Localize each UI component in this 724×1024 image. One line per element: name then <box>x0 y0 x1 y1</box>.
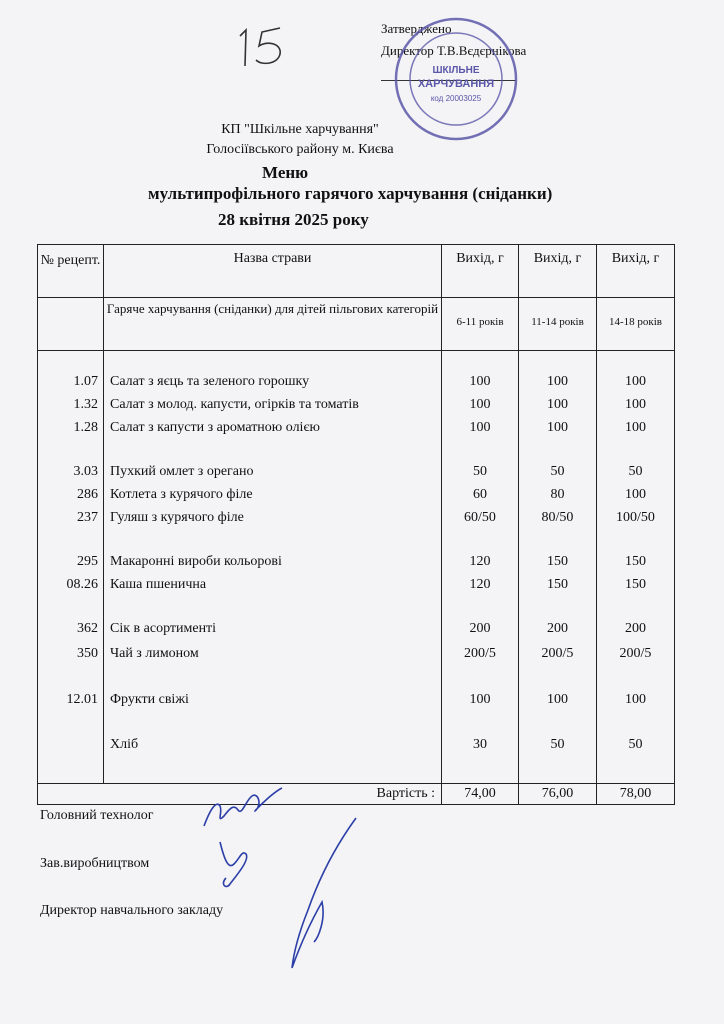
header-dish-name: Назва страви <box>104 245 442 298</box>
output-1-column <box>442 351 519 784</box>
total-1: 74,00 <box>442 784 519 805</box>
age-group-2: 11-14 років <box>519 298 597 351</box>
menu-item-v1: 100 <box>469 692 491 707</box>
menu-item-code: 1.07 <box>73 374 98 389</box>
header-output-1: Вихід, г <box>442 245 519 298</box>
menu-item-v1: 100 <box>469 397 491 412</box>
menu-item-code: 286 <box>77 487 98 502</box>
menu-table <box>37 244 675 805</box>
menu-item-v2: 100 <box>547 374 568 389</box>
menu-item-code: 3.03 <box>73 464 98 479</box>
menu-item-name: Салат з молод. капусти, огірків та томатів <box>110 397 359 412</box>
dish-name-column <box>104 351 442 784</box>
handwritten-signatures <box>190 780 390 980</box>
signature-technologist: Головний технолог <box>40 808 154 823</box>
category-empty-cell <box>38 298 104 351</box>
handwritten-page-number <box>232 22 302 72</box>
menu-item-v1: 60 <box>473 487 487 502</box>
menu-item-v3: 100 <box>625 374 646 389</box>
menu-item-v2: 150 <box>547 577 568 592</box>
category-row <box>38 298 675 351</box>
menu-item-v2: 50 <box>550 464 565 479</box>
menu-item-v3: 100/50 <box>616 510 655 525</box>
menu-item-code: 295 <box>77 554 98 569</box>
menu-title: Меню <box>262 163 309 182</box>
menu-item-name: Хліб <box>110 737 139 752</box>
signature-school-director: Директор навчального закладу <box>40 903 224 918</box>
total-3: 78,00 <box>597 784 675 805</box>
menu-item-v2: 100 <box>547 397 568 412</box>
menu-item-v1: 50 <box>473 464 487 479</box>
output-3-column <box>597 351 675 784</box>
menu-item-v2: 50 <box>550 737 565 752</box>
menu-item-v3: 50 <box>628 737 643 752</box>
age-group-3: 14-18 років <box>597 298 675 351</box>
header-recipe-number: № рецепт. <box>38 245 104 298</box>
signature-production: Зав.виробництвом <box>40 856 150 871</box>
menu-item-name: Пухкий омлет з орегано <box>110 464 254 479</box>
menu-item-v2: 150 <box>547 554 568 569</box>
total-2: 76,00 <box>519 784 597 805</box>
menu-item-v3: 150 <box>625 577 646 592</box>
menu-subtitle: мультипрофільного гарячого харчування (сніданки) <box>148 184 553 203</box>
menu-item-name: Каша пшенична <box>110 577 207 592</box>
menu-item-v1: 120 <box>469 577 491 592</box>
menu-items-row <box>38 351 675 784</box>
menu-item-v2: 100 <box>547 420 568 435</box>
menu-item-name: Салат з яєць та зеленого горошку <box>110 374 310 389</box>
category-label: Гаряче харчування (сніданки) для дітей пільгових категорій <box>104 298 442 351</box>
menu-item-name: Салат з капусти з ароматною олією <box>110 420 320 435</box>
menu-item-v2: 80/50 <box>541 510 574 525</box>
header-output-2: Вихід, г <box>519 245 597 298</box>
header-output-3: Вихід, г <box>597 245 675 298</box>
menu-item-v2: 100 <box>547 692 568 707</box>
svg-text:ШКІЛЬНЕ: ШКІЛЬНЕ <box>432 65 480 76</box>
menu-item-name: Чай з лимоном <box>110 646 199 661</box>
menu-item-v1: 120 <box>469 554 491 569</box>
menu-item-v3: 100 <box>625 692 646 707</box>
svg-text:ХАРЧУВАННЯ: ХАРЧУВАННЯ <box>417 78 495 90</box>
menu-item-v1: 100 <box>469 374 491 389</box>
menu-item-v3: 50 <box>628 464 643 479</box>
menu-item-v1: 60/50 <box>464 510 496 525</box>
menu-item-name: Фрукти свіжі <box>110 692 189 707</box>
org-name: КП "Шкільне харчування" <box>221 122 379 137</box>
organization-header <box>150 120 450 160</box>
menu-item-code: 237 <box>77 510 98 525</box>
menu-item-code: 1.28 <box>73 420 98 435</box>
menu-item-name: Котлета з курячого філе <box>110 487 253 502</box>
menu-item-v3: 150 <box>625 554 646 569</box>
output-2-column <box>519 351 597 784</box>
org-district: Голосіївського району м. Києва <box>206 142 394 157</box>
menu-item-v3: 100 <box>625 397 646 412</box>
menu-item-v3: 200 <box>625 621 646 636</box>
recipe-code-column <box>38 351 104 784</box>
menu-item-name: Сік в асортименті <box>110 621 217 636</box>
total-label: Вартість : <box>38 784 442 805</box>
menu-item-v3: 100 <box>625 487 646 502</box>
menu-item-code: 1.32 <box>73 397 98 412</box>
menu-item-code: 350 <box>77 646 98 661</box>
svg-text:код 20003025: код 20003025 <box>430 94 482 103</box>
table-header-row <box>38 245 675 298</box>
menu-item-v2: 200/5 <box>541 646 574 661</box>
approved-label: Затверджено <box>381 21 452 36</box>
menu-date: 28 квітня 2025 року <box>218 210 369 229</box>
menu-item-code: 12.01 <box>66 692 98 707</box>
menu-item-v3: 200/5 <box>619 646 652 661</box>
menu-item-v1: 200 <box>469 621 491 636</box>
menu-item-v3: 100 <box>625 420 646 435</box>
menu-item-v1: 100 <box>469 420 491 435</box>
menu-item-v2: 200 <box>547 621 568 636</box>
age-group-1: 6-11 років <box>442 298 519 351</box>
menu-item-code: 362 <box>77 621 98 636</box>
menu-item-code: 08.26 <box>66 577 98 592</box>
menu-item-name: Гуляш з курячого філе <box>110 510 244 525</box>
menu-item-v1: 200/5 <box>464 646 496 661</box>
menu-item-code <box>38 735 103 755</box>
menu-item-name: Макаронні вироби кольорові <box>110 554 282 569</box>
menu-item-v1: 30 <box>473 737 487 752</box>
menu-item-v2: 80 <box>550 487 565 502</box>
director-approver: Директор Т.В.Вєдєрнікова <box>381 43 527 58</box>
